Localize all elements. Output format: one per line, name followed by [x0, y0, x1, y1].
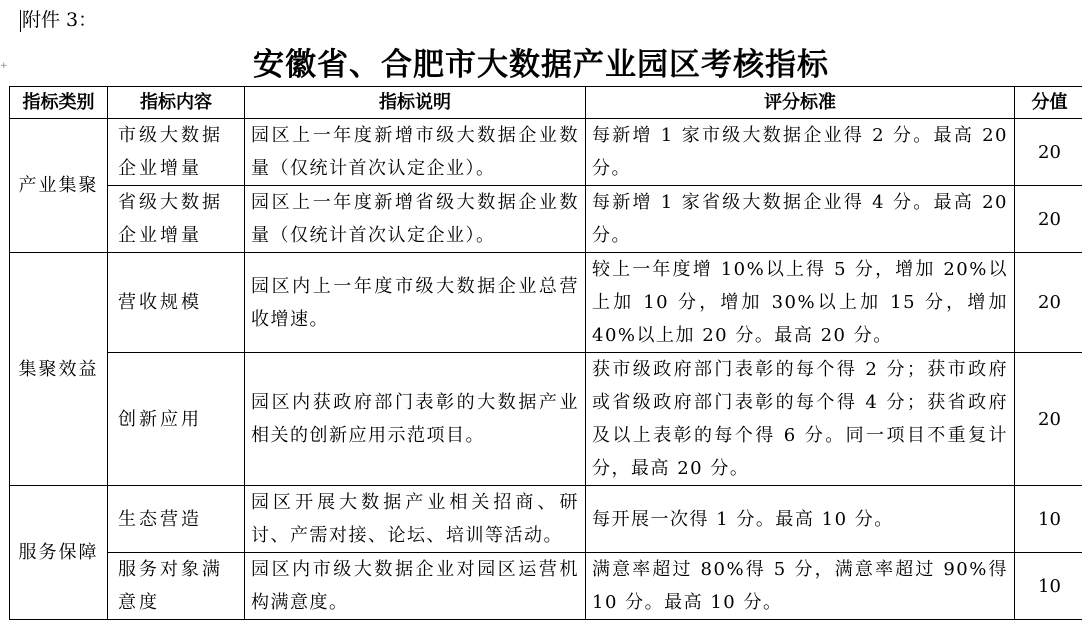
description-cell: 园区内市级大数据企业对园区运营机构满意度。 — [245, 553, 586, 620]
category-cell: 服务保障 — [10, 486, 108, 620]
content-cell: 生态营造 — [108, 486, 245, 553]
content-cell: 创新应用 — [108, 353, 245, 486]
content-cell: 省级大数据企业增量 — [108, 186, 245, 253]
page-title: 安徽省、合肥市大数据产业园区考核指标 — [0, 46, 1082, 84]
standard-cell: 每新增 1 家省级大数据企业得 4 分。最高 20 分。 — [586, 186, 1015, 253]
header-score: 分值 — [1015, 87, 1082, 119]
assessment-table — [9, 86, 1082, 620]
content-cell: 服务对象满意度 — [108, 553, 245, 620]
table-row — [10, 253, 1082, 353]
table-row — [10, 186, 1082, 253]
attachment-label-text: 附件 3： — [22, 9, 97, 31]
score-cell: 10 — [1015, 486, 1082, 553]
category-cell: 集聚效益 — [10, 253, 108, 486]
score-cell: 20 — [1015, 353, 1082, 486]
header-category: 指标类别 — [10, 87, 108, 119]
content-cell: 市级大数据企业增量 — [108, 119, 245, 186]
description-cell: 园区内获政府部门表彰的大数据产业相关的创新应用示范项目。 — [245, 353, 586, 486]
score-cell: 20 — [1015, 186, 1082, 253]
table-row — [10, 353, 1082, 486]
standard-cell: 较上一年度增 10%以上得 5 分，增加 20%以上加 10 分，增加 30%以上加 15 分，增加 40%以上加 20 分。最高 20 分。 — [586, 253, 1015, 353]
standard-cell: 获市级政府部门表彰的每个得 2 分；获市政府或省级政府部门表彰的每个得 4 分；获省政府及以上表彰的每个得 6 分。同一项目不重复计分，最高 20 分。 — [586, 353, 1015, 486]
header-scoring-standard: 评分标准 — [586, 87, 1015, 119]
standard-cell: 每新增 1 家市级大数据企业得 2 分。最高 20 分。 — [586, 119, 1015, 186]
score-cell: 20 — [1015, 119, 1082, 186]
score-cell: 10 — [1015, 553, 1082, 620]
standard-cell: 满意率超过 80%得 5 分，满意率超过 90%得 10 分。最高 10 分。 — [586, 553, 1015, 620]
score-cell: 20 — [1015, 253, 1082, 353]
standard-cell: 每开展一次得 1 分。最高 10 分。 — [586, 486, 1015, 553]
description-cell: 园区开展大数据产业相关招商、研讨、产需对接、论坛、培训等活动。 — [245, 486, 586, 553]
table-row — [10, 553, 1082, 620]
content-cell: 营收规模 — [108, 253, 245, 353]
header-description: 指标说明 — [245, 87, 586, 119]
header-content: 指标内容 — [108, 87, 245, 119]
description-cell: 园区上一年度新增市级大数据企业数量（仅统计首次认定企业）。 — [245, 119, 586, 186]
table-row — [10, 486, 1082, 553]
attachment-label — [22, 8, 97, 32]
category-cell: 产业集聚 — [10, 119, 108, 253]
table-row — [10, 119, 1082, 186]
description-cell: 园区上一年度新增省级大数据企业数量（仅统计首次认定企业）。 — [245, 186, 586, 253]
margin-marker: + — [0, 61, 8, 71]
text-cursor — [20, 10, 21, 32]
description-cell: 园区内上一年度市级大数据企业总营收增速。 — [245, 253, 586, 353]
table-header-row — [10, 87, 1082, 119]
